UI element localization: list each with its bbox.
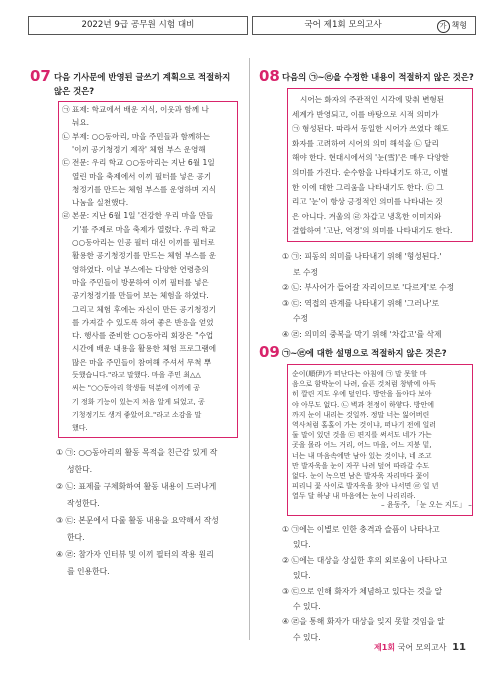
footer-round: 제1회: [374, 643, 396, 652]
question-number-09: 09: [259, 343, 280, 361]
passage-line: 시간에 배운 내용을 활용한 체험 프로그램에: [72, 344, 217, 354]
passage-line: 세계가 반영되고, 이를 바탕으로 시적 의미가: [292, 109, 439, 119]
passage-line: 기 정화 기능이 있는지 처음 알게 되었고, 공: [72, 397, 205, 406]
answer-option: 있다.: [293, 540, 311, 550]
answer-option: ② ㉡에는 대상을 상실한 후의 외로움이 나타나고: [282, 555, 448, 565]
booklet-type-circle: 가: [437, 20, 450, 33]
answer-option: ④ ㉣을 통해 화자가 대상을 잊지 못할 것임을 알: [282, 617, 445, 627]
answer-option: 수 있다.: [293, 602, 321, 611]
passage-line: 눠요.: [72, 118, 90, 128]
question-number-08: 08: [259, 67, 280, 85]
question-08-prompt: 다음의 ㉠~㉣을 수정한 내용이 적절하지 않은 것은?: [282, 72, 474, 82]
footer-label: 국어 모의고사: [397, 643, 447, 652]
passage-line: 만 발자욱을 눈이 자꾸 나려 덮여 따라갈 수도: [292, 461, 430, 470]
passage-line: 까지 눈이 내리는 것일까. 정말 너는 잃어버린: [292, 410, 430, 419]
answer-option: 있다.: [293, 571, 311, 581]
column-divider: [249, 58, 250, 640]
answer-option: ② ㉡: 표제를 구체화하여 활동 내용이 드러나게: [56, 482, 217, 491]
passage-line: 활용한 공기청정기를 만드는 체험 부스를 운: [72, 251, 217, 261]
passage-line: 둘 말이 있던 것을 ㉢ 편지를 써서도 네가 가는: [292, 431, 432, 440]
passage-line: 한 이에 대한 그리움을 나타내기도 한다. ㉢ 그: [292, 182, 444, 192]
passage-line: 결합하여 '고난, 역경'의 의미를 나타내기도 한다.: [292, 226, 453, 236]
answer-option: ① ㉠: ○○동아리의 활동 목적을 친근감 있게 작: [56, 448, 218, 457]
section-title-box: [252, 16, 476, 35]
answer-option: ④ ㉣: 의미의 중복을 막기 위해 '차갑고'를 삭제: [282, 329, 442, 339]
passage-line: ㉢ 전문: 우리 학교 ○○동아리는 지난 6월 1일: [62, 158, 215, 168]
answer-option: 수 있다.: [293, 632, 321, 642]
passage-line: 피리니 꽃 사이로 발자욱을 찾아 나서면 ㉣ 일 년: [292, 482, 439, 491]
passage-line: 너는 내 마음속에만 남아 있는 것이냐, 네 조고: [292, 451, 432, 460]
page-number: 11: [452, 642, 466, 653]
passage-line: 없다. 눈이 녹으면 남은 발자욱 자리마다 꽃이: [292, 472, 430, 480]
answer-option: 성한다.: [67, 465, 93, 474]
passage-line: 순이(順伊)가 떠난다는 아침에 ㉠ 말 못할 마: [292, 370, 427, 378]
passage-line: 곳을 몰라 어느 거리, 어느 마을, 어느 지붕 밑,: [292, 441, 432, 450]
section-title: 국어 제1회 모의고사: [304, 20, 382, 30]
passage-line: 해야 한다. 현대시에서의 '눈(雪)'은 매우 다양한: [292, 153, 449, 163]
answer-option: ③ ㉢: 역접의 관계를 나타내기 위해 '그러나'로: [282, 298, 440, 308]
exam-title-box: [28, 16, 248, 35]
answer-option: ③ ㉢으로 인해 화자가 체념하고 있다는 것을 알: [282, 586, 443, 596]
answer-option: 수정: [293, 314, 309, 323]
answer-option: ① ㉠에는 이별로 인한 충격과 슬픔이 나타나고: [282, 525, 440, 534]
poem-citation: – 윤동주, 「눈 오는 지도」 –: [381, 500, 472, 509]
passage-line: 열두 달 하냥 내 마음에는 눈이 나리리라.: [292, 492, 416, 501]
passage-line: ㉠ 형성된다. 따라서 동일한 시어가 쓰였다 해도: [292, 124, 449, 134]
passage-line: 야 아무도 없다. ㉡ 벽과 천정이 하얗다. 방안에: [292, 400, 434, 409]
passage-line: ㉡ 부제: ○○동아리, 마을 주민들과 함께하는: [62, 131, 210, 141]
passage-line: 은 아니다. 겨울의 ㉣ 차갑고 냉혹한 이미지와: [292, 211, 442, 221]
passage-line: 역사처럼 홀홀이 가는 것이냐, 떠나기 전에 일러: [292, 421, 437, 429]
answer-option: ③ ㉢: 본문에서 다룰 활동 내용을 요약해서 작성: [56, 516, 219, 525]
passage-line: 영하였다. 이날 부스에는 다양한 연령층의: [72, 264, 209, 274]
passage-line: 기'를 주제로 마을 축제가 열렸다. 우리 학교: [72, 224, 216, 234]
passage-line: 리고 '눈'이 항상 긍정적인 의미를 나타내는 것: [292, 197, 443, 207]
passage-line: 열린 마을 축제에서 이끼 필터를 넣은 공기: [72, 171, 212, 181]
question-07-prompt-line-2: 않은 것은?: [54, 86, 95, 96]
passage-line: 시어는 화자의 주관적인 시각에 맞춰 변형된: [300, 95, 445, 104]
passage-line: 다. 행사를 준비한 ○○동아리 회장은 "수업: [72, 331, 214, 341]
passage-line: 공기청정기를 만들어 보는 체험을 하였다.: [72, 291, 209, 301]
passage-line: 화자를 고려하여 시어의 의미 해석을 ㉡ 달리: [292, 138, 439, 148]
passage-line: 많은 마을 주민들이 참여해 주셔서 무척 뿌: [72, 357, 212, 367]
passage-line: 를 가져갈 수 있도록 하여 좋은 반응을 얻었: [72, 317, 214, 327]
passage-line: 음으로 함박눈이 나려, 슬픈 것처럼 창밖에 아득: [292, 380, 437, 389]
passage-line: 마을 주민들이 방문하여 이끼 필터를 넣은: [72, 277, 209, 287]
answer-option: ① ㉠: 피동의 의미를 나타내기 위해 '형성된다.': [282, 252, 442, 261]
question-number-07: 07: [30, 67, 51, 85]
question-07-prompt-line-1: 다음 기사문에 반영된 글쓰기 계획으로 적절하지: [54, 72, 231, 82]
passage-line: 나눔을 실천했다.: [72, 198, 129, 208]
passage-line: 의미를 가진다. 순수함을 나타내기도 하고, 이별: [292, 168, 449, 177]
booklet-type: [437, 19, 467, 33]
passage-line: 히 깔린 지도 우에 덮인다. 방안을 돌아다 보아: [292, 390, 432, 399]
passage-line: 기청정기도 생겨 좋았어요."라고 소감을 말: [72, 410, 202, 419]
passage-line: 그리고 체험 후에는 자신이 만든 공기청정기: [72, 304, 217, 314]
question-09-prompt: ㉠~㉣에 대한 설명으로 적절하지 않은 것은?: [282, 348, 447, 358]
passage-line: ㉣ 본문: 지난 6월 1일 '건강한 우리 마을 만들: [62, 211, 214, 221]
passage-line: ㉠ 표제: 학교에서 배운 지식, 이웃과 함께 나: [62, 105, 209, 114]
answer-option: 로 수정: [293, 267, 319, 277]
answer-option: ② ㉡: 부사어가 들어갈 자리이므로 '다르게'로 수정: [282, 283, 455, 292]
answer-option: ④ ㉣: 참가자 인터뷰 및 이끼 필터의 작용 원리: [56, 550, 214, 559]
page-footer: [374, 642, 466, 653]
passage-line: 듯했습니다."라고 말했다. 마을 주민 최△△: [72, 371, 201, 379]
answer-option: 작성한다.: [67, 499, 100, 508]
passage-line: ○○동아리는 인공 필터 대신 이끼를 필터로: [72, 238, 215, 247]
passage-line: 씨는 "○○동아리 학생들 덕분에 이끼에 공: [72, 384, 200, 393]
answer-option: 한다.: [67, 533, 85, 542]
passage-line: 청정기를 만드는 체험 부스를 운영하며 지식: [72, 184, 217, 194]
answer-option: 를 인용한다.: [67, 567, 110, 576]
passage-line: '이끼 공기청정기 제작' 체험 부스 운영해: [72, 144, 206, 154]
booklet-type-label: 책형: [451, 21, 467, 30]
exam-title: 2022년 9급 공무원 시험 대비: [81, 20, 195, 30]
passage-line: 했다.: [72, 424, 88, 433]
